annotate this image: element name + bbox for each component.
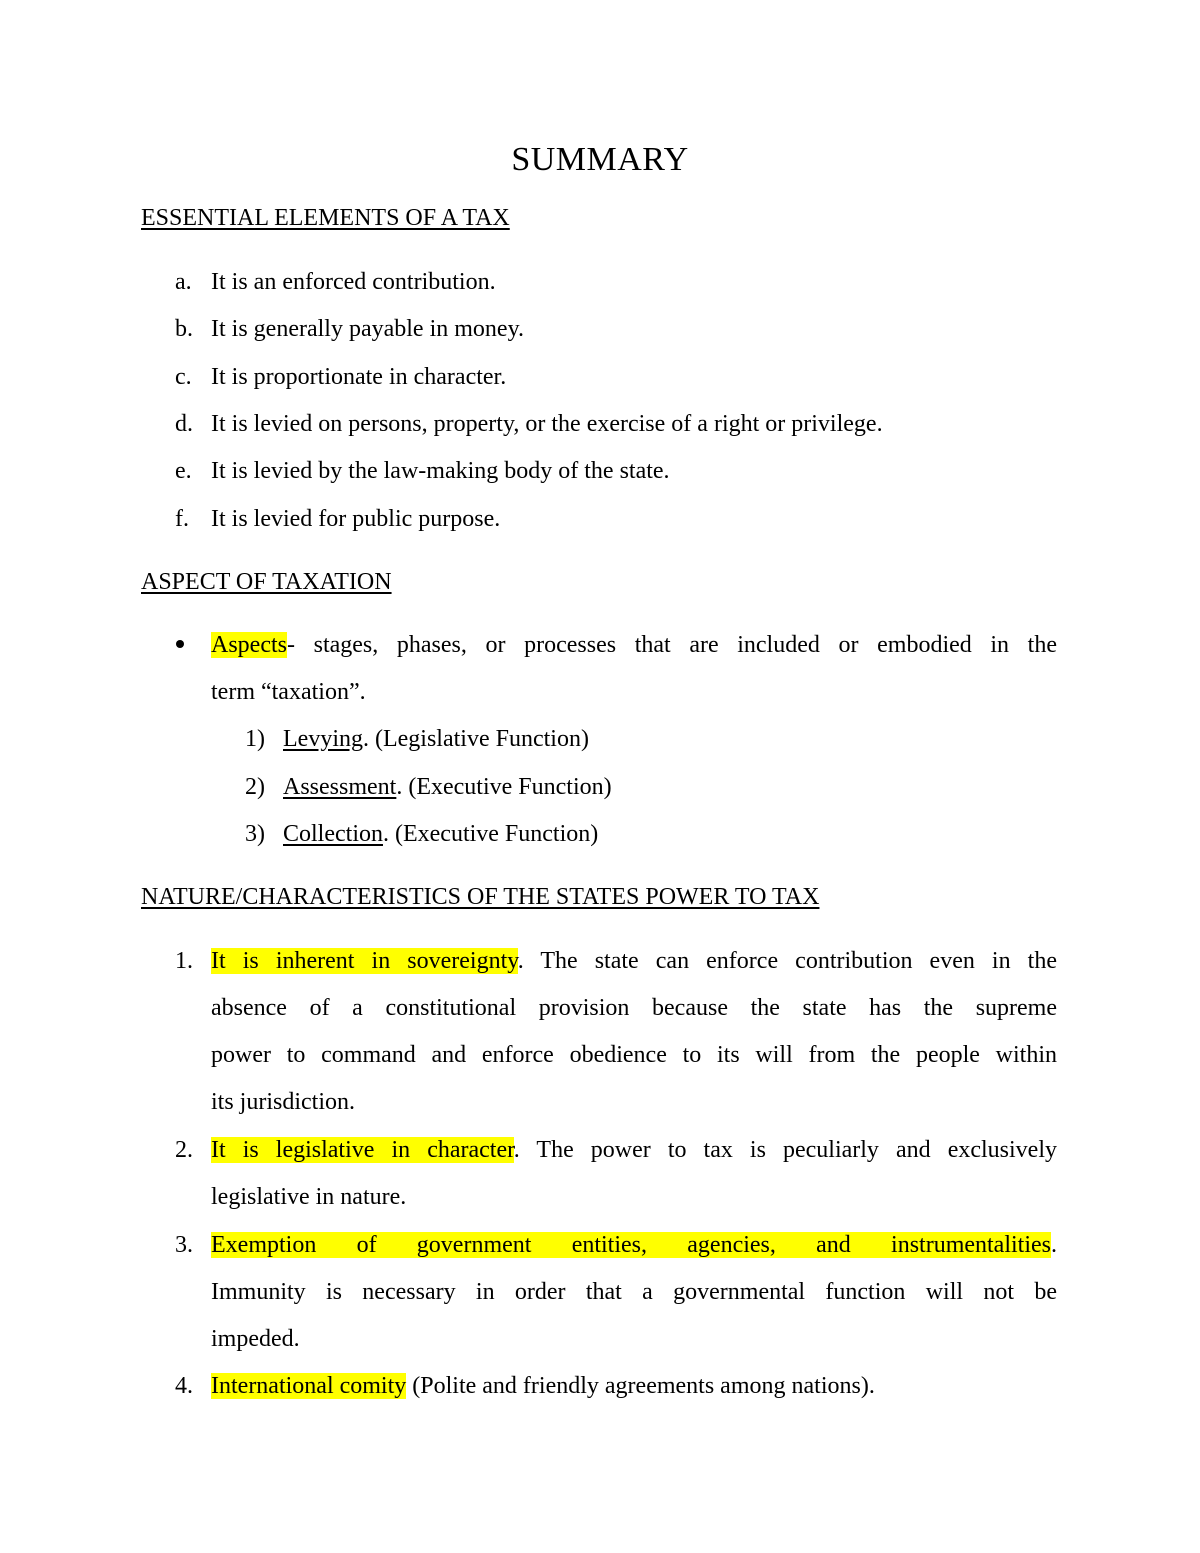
- bullet-item-line: [211, 630, 1057, 660]
- section-heading-essential-elements: ESSENTIAL ELEMENTS OF A TAX: [141, 205, 510, 231]
- list-item: It is generally payable in money.: [211, 316, 525, 342]
- list-item-line: legislative in nature.: [211, 1184, 407, 1210]
- list-item-text: . The power to tax is peculiarly and exclusively: [513, 1137, 1058, 1163]
- highlighted-term: Exemption of government entities, agencies, and instrumentalities: [211, 1232, 1051, 1258]
- list-marker: 3.: [175, 1232, 193, 1258]
- list-item-line: absence of a constitutional provision because the state has the supreme: [211, 995, 1057, 1021]
- list-item-line: [211, 1135, 1057, 1165]
- step-item: [283, 819, 598, 849]
- step-term: Assessment: [283, 774, 397, 800]
- list-marker: 2.: [175, 1137, 193, 1163]
- step-term: Levying: [283, 726, 363, 752]
- step-marker: 2): [245, 774, 265, 800]
- step-item: [283, 724, 589, 754]
- list-item-line: [211, 946, 1057, 976]
- bullet-item-line: term “taxation”.: [211, 679, 366, 705]
- section-heading-nature-characteristics: NATURE/CHARACTERISTICS OF THE STATES POWER TO TAX: [141, 884, 820, 910]
- list-marker: d.: [175, 411, 193, 437]
- step-item: [283, 772, 612, 802]
- step-text: . (Legislative Function): [362, 726, 589, 752]
- list-item-line: power to command and enforce obedience to its will from the people within: [211, 1042, 1057, 1068]
- list-item-text: .: [1051, 1232, 1057, 1258]
- list-item-line: its jurisdiction.: [211, 1089, 355, 1115]
- list-marker: b.: [175, 316, 193, 342]
- list-item-line: [211, 1371, 875, 1401]
- list-marker: a.: [175, 269, 192, 295]
- bullet-text: - stages, phases, or processes that are included or embodied in the: [286, 632, 1057, 658]
- list-marker: f.: [175, 506, 189, 532]
- list-item: It is levied on persons, property, or the exercise of a right or privilege.: [211, 411, 883, 437]
- list-item: It is levied by the law-making body of the state.: [211, 458, 670, 484]
- highlighted-term: It is inherent in sovereignty: [211, 948, 518, 974]
- list-item-text: . The state can enforce contribution even in the: [517, 948, 1057, 974]
- step-term: Collection: [283, 821, 383, 847]
- highlighted-term: It is legislative in character: [211, 1137, 514, 1163]
- list-item-text: (Polite and friendly agreements among nations).: [406, 1373, 875, 1399]
- list-item-line: Immunity is necessary in order that a governmental function will not be: [211, 1279, 1057, 1305]
- step-text: . (Executive Function): [382, 821, 599, 847]
- highlighted-term: Aspects: [211, 632, 287, 658]
- list-marker: c.: [175, 364, 192, 390]
- list-marker: e.: [175, 458, 192, 484]
- list-item: It is an enforced contribution.: [211, 269, 496, 295]
- list-marker: 4.: [175, 1373, 193, 1399]
- bullet-icon: [176, 640, 184, 648]
- step-marker: 3): [245, 821, 265, 847]
- list-item-line: [211, 1230, 1057, 1260]
- list-item-line: impeded.: [211, 1326, 300, 1352]
- step-marker: 1): [245, 726, 265, 752]
- section-heading-aspect-of-taxation: ASPECT OF TAXATION: [141, 569, 392, 595]
- step-text: . (Executive Function): [396, 774, 612, 800]
- list-marker: 1.: [175, 948, 193, 974]
- list-item: It is proportionate in character.: [211, 364, 507, 390]
- page-title: SUMMARY: [511, 141, 689, 178]
- highlighted-term: International comity: [211, 1373, 407, 1399]
- list-item: It is levied for public purpose.: [211, 506, 501, 532]
